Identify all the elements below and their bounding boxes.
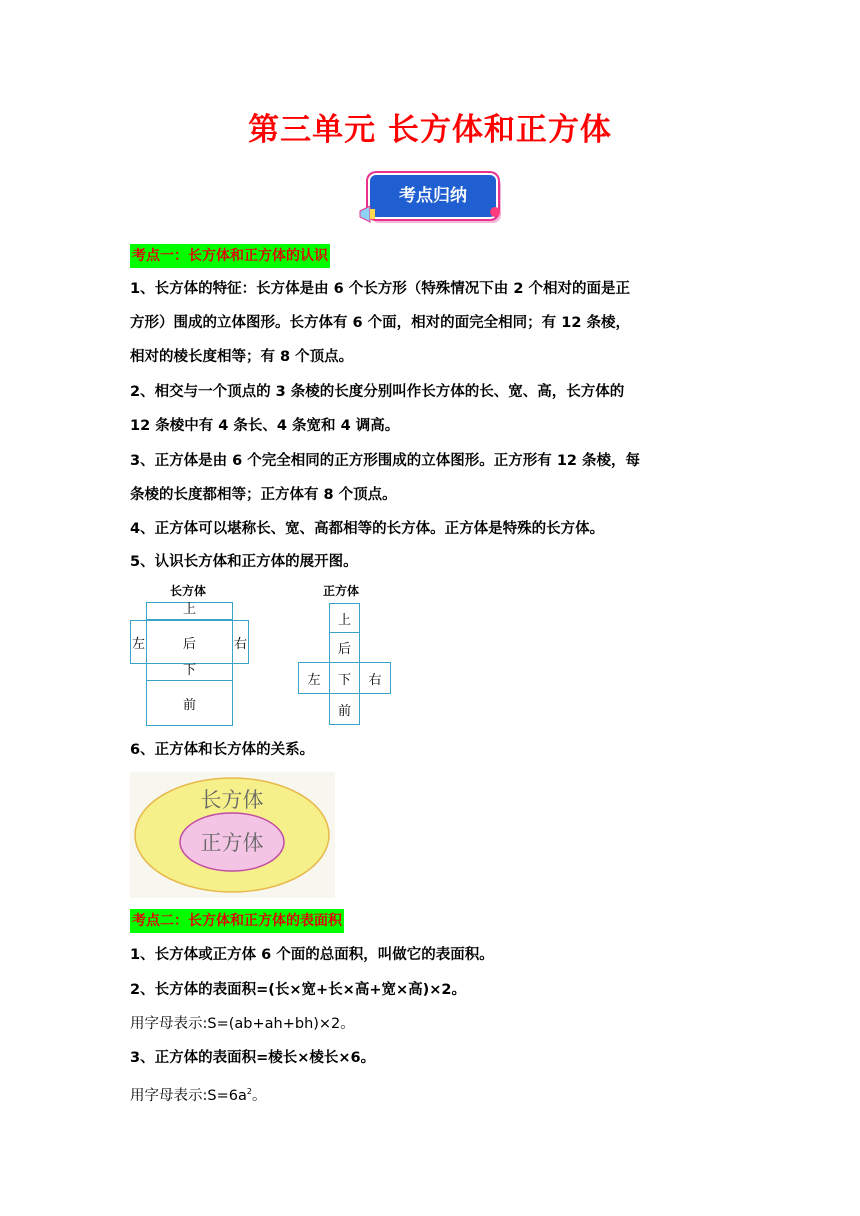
cuboid-net-label: 长方体 xyxy=(170,584,207,598)
text-line: 6、正方体和长方体的关系。 xyxy=(130,742,315,758)
cube-face-front: 前 xyxy=(329,693,360,725)
cuboid-face-front: 前 xyxy=(146,680,233,726)
venn-inner-label: 正方体 xyxy=(200,831,264,855)
cuboid-face-right: 右 xyxy=(232,620,249,664)
text-line: 5、认识长方体和正方体的展开图。 xyxy=(130,554,358,570)
cube-face-bottom: 下 xyxy=(329,662,360,694)
text-line: 2、长方体的表面积=(长×宽+长×高+宽×高)×2。 xyxy=(130,982,466,998)
cube-face-back: 后 xyxy=(329,632,360,663)
text-line: 方形）围成的立体图形。长方体有 6 个面，相对的面完全相同；有 12 条棱， xyxy=(130,315,630,331)
text-line: 用字母表示:S=(ab+ah+bh)×2。 xyxy=(130,1016,355,1032)
text-line: 相对的棱长度相等；有 8 个顶点。 xyxy=(130,349,354,365)
text-line: 4、正方体可以堪称长、宽、高都相等的长方体。正方体是特殊的长方体。 xyxy=(130,521,605,537)
cube-face-top: 上 xyxy=(329,603,360,633)
badge-container xyxy=(364,173,504,225)
decor-dot-icon xyxy=(490,207,500,217)
text-line: 2、相交与一个顶点的 3 条棱的长度分别叫作长方体的长、宽、高，长方体的 xyxy=(130,384,625,400)
section-heading-1: 考点一：长方体和正方体的认识 xyxy=(130,244,330,268)
cuboid-face-top: 上 xyxy=(146,602,233,620)
text-line: 12 条棱中有 4 条长、4 条宽和 4 调高。 xyxy=(130,418,400,434)
text-line: 1、长方体的特征：长方体是由 6 个长方形（特殊情况下由 2 个相对的面是正 xyxy=(130,281,630,297)
text-line: 1、长方体或正方体 6 个面的总面积，叫做它的表面积。 xyxy=(130,947,494,963)
relationship-diagram xyxy=(130,772,335,898)
cuboid-face-back: 后 xyxy=(146,620,233,664)
cuboid-face-left: 左 xyxy=(130,620,147,664)
formula-line: 用字母表示$:S=6a^2$。 xyxy=(130,1087,267,1104)
cube-face-left: 左 xyxy=(298,662,330,694)
cuboid-face-bottom: 下 xyxy=(146,663,233,681)
section-heading-2: 考点二：长方体和正方体的表面积 xyxy=(130,909,344,933)
topic-summary-badge: 考点归纳 xyxy=(368,173,498,219)
page-title: 第三单元 长方体和正方体 xyxy=(248,112,612,148)
megaphone-icon xyxy=(358,203,380,225)
text-line: 条棱的长度都相等；正方体有 8 个顶点。 xyxy=(130,487,397,503)
cube-face-right: 右 xyxy=(359,662,391,694)
venn-outer-label: 长方体 xyxy=(200,788,264,812)
cube-net-label: 正方体 xyxy=(323,584,360,598)
text-line: 3、正方体的表面积=棱长×棱长×6。 xyxy=(130,1050,376,1066)
text-line: 3、正方体是由 6 个完全相同的正方形围成的立体图形。正方形有 12 条棱，每 xyxy=(130,453,641,469)
relationship-ellipses xyxy=(130,772,335,898)
